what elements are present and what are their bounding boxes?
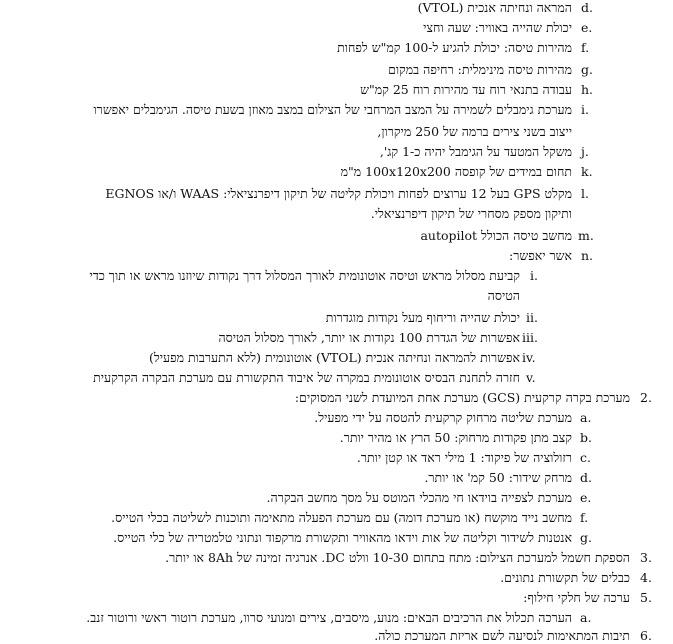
list-marker: g.: [580, 530, 592, 545]
text-line: רזולוציה של פיקוד: 1 מילי ראד או קטן יותר.: [356, 450, 572, 465]
list-marker: n.: [581, 248, 594, 263]
list-marker: 3.: [640, 550, 652, 565]
text-line: קביעת מסלול מראש וטיסה אוטונומית לאורך המסלול דרך נקודות שיוזנו מראש או תוך כדי: [89, 268, 520, 283]
list-marker: ii.: [526, 310, 538, 325]
list-marker: i.: [581, 102, 589, 117]
text-line: המראה ונחיתה אנכית (VTOL): [417, 0, 572, 15]
text-line: ייצוב בשני צירים ברמה של 250 מיקרון,: [377, 124, 572, 139]
list-marker: i.: [530, 268, 538, 283]
text-line: תיבות המתאימות לנסיעה לשם אריזת המערכת כולה.: [374, 628, 630, 643]
list-marker: c.: [580, 450, 591, 465]
list-marker: l.: [581, 186, 589, 201]
list-marker: m.: [578, 228, 594, 243]
text-line: תחום במידים של קופסה 100x120x200 מ"מ: [340, 164, 572, 179]
text-line: מקלט GPS בעל 12 ערוצים לפחות ויכולת קליטה של תיקון דיפרנציאלי: WAAS ו/או EGNOS: [105, 186, 572, 201]
list-marker: d.: [580, 470, 592, 485]
text-line: ותיקון מספק מסחרי של תיקון דיפרנציאלי.: [370, 206, 572, 221]
text-line: הטיסה: [487, 288, 520, 303]
text-line: הערכה תכלול את הרכיבים הבאים: מנוע, מיסבים, צירים ומנועי סרוו, מערכת רוטור ראשי ורוטור זנב.: [86, 610, 572, 625]
text-line: אשר יאפשר:: [509, 248, 572, 263]
list-marker: a.: [580, 610, 592, 625]
text-line: מערכת גימבלים לשמירה על המצב המרחבי של הצילום במצב מאוזן בשעת טיסה. הגימבלים יאפשרו: [93, 102, 572, 117]
text-line: אפשרות של הגדרת 100 נקודות או יותר, לאורך מסלול הטיסה: [218, 330, 520, 345]
list-marker: iii.: [522, 330, 538, 345]
list-marker: 5.: [640, 590, 652, 605]
text-line: מהירות טיסה מינימלית: רחיפה במקום: [388, 62, 572, 77]
list-marker: f.: [581, 40, 590, 55]
list-marker: f.: [580, 510, 589, 525]
text-line: כבלים של תקשורת נתונים.: [500, 570, 630, 585]
list-marker: d.: [581, 0, 593, 15]
list-marker: g.: [581, 62, 593, 77]
text-line: חזרה לתחנת הבסיס אוטונומית במקרה של איבוד התקשורת עם מערכת הבקרה הקרקעית: [93, 370, 520, 385]
text-line: משקל המטעד על הגימבל יהיה כ-1 קג',: [379, 144, 572, 159]
text-line: קצב מתן פקודות מרחוק: 50 הרץ או מהיר יותר.: [339, 430, 572, 445]
text-line: מחשב טיסה הכולל autopilot: [420, 228, 572, 243]
list-marker: 2.: [640, 390, 652, 405]
text-line: ערכה של חלקי חילוף:: [523, 590, 630, 605]
text-line: מערכת לצפייה בוידאו חי מהכלי המוטס על מסך מחשב הבקרה.: [266, 490, 572, 505]
text-line: מחשב נייד מוקשח (או מערכת דומה) עם מערכת הפעלה מתאימה ותוכנות לשליטה בכלי הטייס.: [111, 510, 572, 525]
text-line: אפשרות להמראה ונחיתה אנכית (VTOL) אוטונומית (ללא התערבות מפעיל): [149, 350, 520, 365]
text-line: הספקת חשמל למערכת הצילום: מתח בתחום 10-30 וולט DC. אנרגיה זמינה של 8Ah או יותר.: [165, 550, 630, 565]
list-marker: e.: [580, 490, 592, 505]
list-marker: e.: [581, 20, 593, 35]
text-line: מרחק שידור: 50 קמ' או יותר.: [424, 470, 572, 485]
text-line: יכולת שהייה באוויר: שעה וחצי: [423, 20, 572, 35]
text-line: מערכת שליטה מרחוק קרקעית להטסה על ידי מפעיל.: [314, 410, 572, 425]
text-line: מהירות טיסה: יכולת להגיע ל-100 קמ"ש לפחות: [337, 40, 572, 55]
list-marker: j.: [581, 144, 589, 159]
text-line: אנטנות לשידור וקליטה של אות וידאו מהאוויר ותקשורת מרקפוד ונתוני טלמטריה של כלי הטייס.: [113, 530, 572, 545]
list-marker: a.: [580, 410, 592, 425]
list-marker: 4.: [640, 570, 652, 585]
list-marker: v.: [526, 370, 536, 385]
text-line: יכולת שהייה וריחוף מעל נקודות מוגדרות: [325, 310, 520, 325]
text-line: מערכת בקרה קרקעית (GCS) מערכת אחת המיועדת לשני המסוקים:: [294, 390, 630, 405]
list-marker: 6.: [640, 628, 652, 643]
list-marker: b.: [580, 430, 592, 445]
list-marker: h.: [581, 82, 594, 97]
text-line: עבודה בתנאי רוח עד מהירות רוח 25 קמ"ש: [360, 82, 572, 97]
list-marker: iv.: [522, 350, 536, 365]
list-marker: k.: [581, 164, 593, 179]
